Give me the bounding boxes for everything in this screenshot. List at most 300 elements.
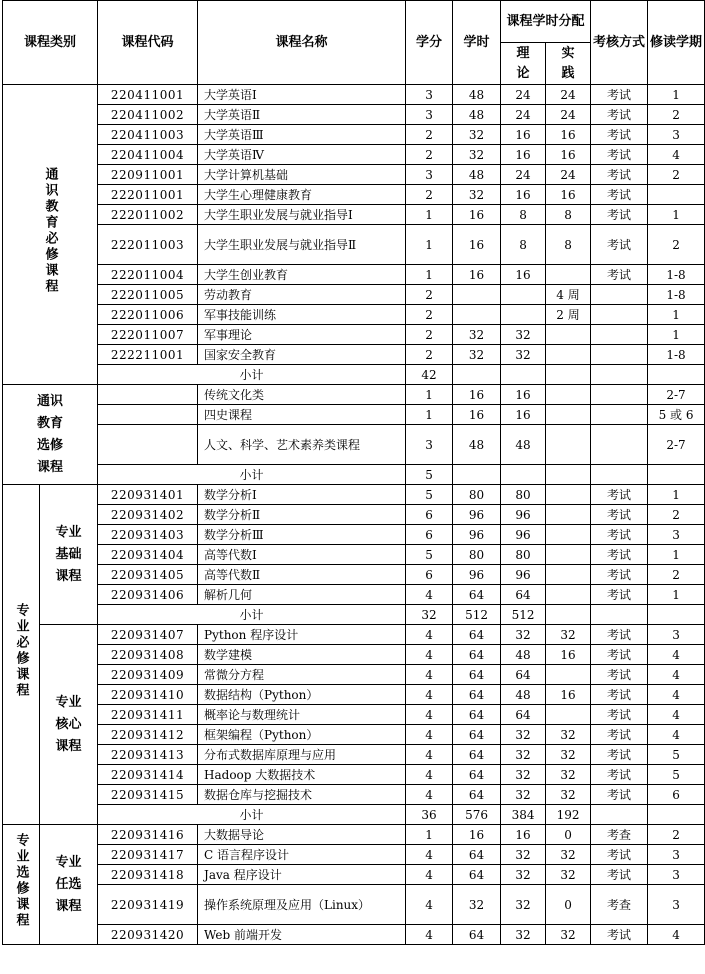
course-theory: 32 bbox=[501, 845, 546, 865]
course-exam: 考试 bbox=[591, 625, 648, 645]
course-exam: 考试 bbox=[591, 745, 648, 765]
course-theory: 64 bbox=[501, 665, 546, 685]
course-name: 概率论与数理统计 bbox=[198, 705, 406, 725]
subtotal-exam bbox=[591, 805, 648, 825]
course-semester: 1 bbox=[648, 205, 705, 225]
table-row bbox=[3, 925, 705, 945]
course-hours: 48 bbox=[453, 165, 501, 185]
course-name: Hadoop 大数据技术 bbox=[198, 765, 406, 785]
table-row bbox=[3, 205, 705, 225]
course-code: 220931419 bbox=[98, 885, 198, 925]
course-credits: 4 bbox=[406, 885, 453, 925]
course-hours: 48 bbox=[453, 105, 501, 125]
course-practice: 32 bbox=[546, 725, 591, 745]
course-credits: 6 bbox=[406, 505, 453, 525]
course-name: 数据结构（Python） bbox=[198, 685, 406, 705]
course-exam: 考试 bbox=[591, 265, 648, 285]
course-name: 高等代数Ⅱ bbox=[198, 565, 406, 585]
course-theory: 32 bbox=[501, 865, 546, 885]
course-hours: 64 bbox=[453, 745, 501, 765]
subtotal-exam bbox=[591, 365, 648, 385]
course-code: 220931410 bbox=[98, 685, 198, 705]
header-exam: 考核方式 bbox=[591, 1, 648, 85]
header-credits: 学分 bbox=[406, 1, 453, 85]
course-code: 220931416 bbox=[98, 825, 198, 845]
subtotal-row bbox=[3, 365, 705, 385]
course-semester: 1-8 bbox=[648, 345, 705, 365]
course-exam: 考试 bbox=[591, 85, 648, 105]
course-name: Python 程序设计 bbox=[198, 625, 406, 645]
course-code: 220411004 bbox=[98, 145, 198, 165]
course-practice bbox=[546, 665, 591, 685]
course-exam: 考试 bbox=[591, 785, 648, 805]
course-exam: 考试 bbox=[591, 645, 648, 665]
table-row bbox=[3, 85, 705, 105]
course-hours: 64 bbox=[453, 585, 501, 605]
course-theory: 24 bbox=[501, 165, 546, 185]
course-credits: 4 bbox=[406, 865, 453, 885]
course-theory: 80 bbox=[501, 485, 546, 505]
course-theory: 48 bbox=[501, 425, 546, 465]
subtotal-hours bbox=[453, 465, 501, 485]
course-credits: 3 bbox=[406, 165, 453, 185]
table-row bbox=[3, 825, 705, 845]
course-exam: 考试 bbox=[591, 725, 648, 745]
course-code: 222011004 bbox=[98, 265, 198, 285]
course-code: 220931407 bbox=[98, 625, 198, 645]
course-code: 220411001 bbox=[98, 85, 198, 105]
course-code: 220931420 bbox=[98, 925, 198, 945]
course-hours: 96 bbox=[453, 525, 501, 545]
course-hours: 80 bbox=[453, 485, 501, 505]
course-exam: 考试 bbox=[591, 845, 648, 865]
course-theory: 96 bbox=[501, 505, 546, 525]
subtotal-theory: 512 bbox=[501, 605, 546, 625]
table-row bbox=[3, 505, 705, 525]
course-name: Java 程序设计 bbox=[198, 865, 406, 885]
course-name: 劳动教育 bbox=[198, 285, 406, 305]
course-exam: 考试 bbox=[591, 865, 648, 885]
course-exam bbox=[591, 345, 648, 365]
category-cell bbox=[3, 85, 98, 385]
course-credits: 4 bbox=[406, 665, 453, 685]
course-theory bbox=[501, 305, 546, 325]
course-code: 222211001 bbox=[98, 345, 198, 365]
course-hours: 64 bbox=[453, 625, 501, 645]
subtotal-exam bbox=[591, 605, 648, 625]
course-practice: 32 bbox=[546, 625, 591, 645]
course-code: 220411003 bbox=[98, 125, 198, 145]
course-exam: 考试 bbox=[591, 485, 648, 505]
course-theory: 32 bbox=[501, 765, 546, 785]
course-name: 数学分析Ⅱ bbox=[198, 505, 406, 525]
course-name: 大学英语Ⅲ bbox=[198, 125, 406, 145]
table-row bbox=[3, 705, 705, 725]
course-hours: 96 bbox=[453, 565, 501, 585]
course-exam: 考试 bbox=[591, 205, 648, 225]
course-code: 220931405 bbox=[98, 565, 198, 585]
course-hours: 64 bbox=[453, 765, 501, 785]
course-theory: 64 bbox=[501, 705, 546, 725]
course-code bbox=[98, 385, 198, 405]
course-exam: 考试 bbox=[591, 225, 648, 265]
course-practice bbox=[546, 325, 591, 345]
course-semester: 1 bbox=[648, 485, 705, 505]
course-semester: 3 bbox=[648, 885, 705, 925]
course-credits: 4 bbox=[406, 705, 453, 725]
course-practice bbox=[546, 585, 591, 605]
course-name: 解析几何 bbox=[198, 585, 406, 605]
header-name: 课程名称 bbox=[198, 1, 406, 85]
category-cell-text: 通识教育选修课程 bbox=[36, 393, 63, 475]
course-name: 数学建模 bbox=[198, 645, 406, 665]
course-practice: 2 周 bbox=[546, 305, 591, 325]
course-hours: 32 bbox=[453, 885, 501, 925]
course-theory: 48 bbox=[501, 685, 546, 705]
course-exam: 考试 bbox=[591, 685, 648, 705]
course-theory: 32 bbox=[501, 785, 546, 805]
course-practice: 0 bbox=[546, 885, 591, 925]
course-theory: 16 bbox=[501, 825, 546, 845]
course-semester: 3 bbox=[648, 865, 705, 885]
course-credits: 6 bbox=[406, 525, 453, 545]
course-theory: 32 bbox=[501, 925, 546, 945]
course-semester: 2 bbox=[648, 825, 705, 845]
course-credits: 1 bbox=[406, 205, 453, 225]
course-code: 220931402 bbox=[98, 505, 198, 525]
course-credits: 2 bbox=[406, 305, 453, 325]
subtotal-practice bbox=[546, 465, 591, 485]
course-name: 军事技能训练 bbox=[198, 305, 406, 325]
course-exam: 考试 bbox=[591, 765, 648, 785]
course-code: 220931412 bbox=[98, 725, 198, 745]
course-code: 220931406 bbox=[98, 585, 198, 605]
course-practice bbox=[546, 565, 591, 585]
course-credits: 2 bbox=[406, 185, 453, 205]
subtotal-credits: 42 bbox=[406, 365, 453, 385]
course-hours: 64 bbox=[453, 865, 501, 885]
course-exam: 考试 bbox=[591, 545, 648, 565]
course-hours: 16 bbox=[453, 405, 501, 425]
course-theory: 8 bbox=[501, 205, 546, 225]
course-hours: 80 bbox=[453, 545, 501, 565]
course-code: 220931415 bbox=[98, 785, 198, 805]
course-exam: 考试 bbox=[591, 505, 648, 525]
course-theory: 32 bbox=[501, 745, 546, 765]
curriculum-table bbox=[2, 0, 705, 945]
course-credits: 2 bbox=[406, 125, 453, 145]
table-row bbox=[3, 645, 705, 665]
course-credits: 3 bbox=[406, 85, 453, 105]
course-hours: 32 bbox=[453, 185, 501, 205]
table-row bbox=[3, 265, 705, 285]
subtotal-practice bbox=[546, 365, 591, 385]
category-cell bbox=[3, 385, 98, 485]
subtotal-exam bbox=[591, 465, 648, 485]
course-theory: 32 bbox=[501, 885, 546, 925]
course-practice bbox=[546, 505, 591, 525]
subtotal-hours: 512 bbox=[453, 605, 501, 625]
header-semester: 修读学期 bbox=[648, 1, 705, 85]
course-hours: 96 bbox=[453, 505, 501, 525]
subtotal-theory bbox=[501, 365, 546, 385]
course-semester: 4 bbox=[648, 925, 705, 945]
table-row bbox=[3, 225, 705, 265]
course-practice: 8 bbox=[546, 205, 591, 225]
course-semester: 1-8 bbox=[648, 285, 705, 305]
table-row bbox=[3, 865, 705, 885]
course-practice bbox=[546, 405, 591, 425]
course-name: 大学生职业发展与就业指导Ⅰ bbox=[198, 205, 406, 225]
course-practice: 32 bbox=[546, 865, 591, 885]
course-credits: 4 bbox=[406, 685, 453, 705]
course-semester: 1 bbox=[648, 85, 705, 105]
subtotal-semester bbox=[648, 365, 705, 385]
subtotal-credits: 36 bbox=[406, 805, 453, 825]
course-hours bbox=[453, 285, 501, 305]
course-code: 220911001 bbox=[98, 165, 198, 185]
course-hours: 64 bbox=[453, 685, 501, 705]
course-name: 四史课程 bbox=[198, 405, 406, 425]
course-theory: 16 bbox=[501, 385, 546, 405]
course-exam: 考试 bbox=[591, 125, 648, 145]
course-theory: 96 bbox=[501, 525, 546, 545]
course-practice: 32 bbox=[546, 845, 591, 865]
course-hours: 32 bbox=[453, 325, 501, 345]
course-theory: 64 bbox=[501, 585, 546, 605]
course-semester: 2 bbox=[648, 105, 705, 125]
subtotal-semester bbox=[648, 605, 705, 625]
subtotal-row bbox=[3, 605, 705, 625]
course-theory: 24 bbox=[501, 105, 546, 125]
course-theory: 32 bbox=[501, 725, 546, 745]
course-practice: 24 bbox=[546, 165, 591, 185]
major-required-category-text: 专业必修课程 bbox=[13, 603, 29, 699]
course-hours: 64 bbox=[453, 665, 501, 685]
elective-subcategory-cell-text: 专业任选课程 bbox=[55, 854, 82, 914]
course-practice bbox=[546, 425, 591, 465]
course-credits: 1 bbox=[406, 385, 453, 405]
table-body bbox=[3, 85, 705, 945]
subcategory-cell-text: 专业核心课程 bbox=[55, 694, 82, 754]
subtotal-row bbox=[3, 465, 705, 485]
course-semester: 2 bbox=[648, 225, 705, 265]
course-theory: 32 bbox=[501, 325, 546, 345]
course-name: 大学英语Ⅰ bbox=[198, 85, 406, 105]
course-code bbox=[98, 405, 198, 425]
course-semester: 2-7 bbox=[648, 425, 705, 465]
major-required-category bbox=[3, 485, 40, 825]
subtotal-practice bbox=[546, 605, 591, 625]
course-name: 大学生职业发展与就业指导Ⅱ bbox=[198, 225, 406, 265]
table-row bbox=[3, 525, 705, 545]
course-semester: 4 bbox=[648, 645, 705, 665]
subcategory-cell bbox=[40, 485, 98, 625]
course-semester: 3 bbox=[648, 625, 705, 645]
table-row bbox=[3, 665, 705, 685]
table-row bbox=[3, 145, 705, 165]
course-exam bbox=[591, 425, 648, 465]
course-exam bbox=[591, 325, 648, 345]
course-semester: 4 bbox=[648, 725, 705, 745]
course-practice: 4 周 bbox=[546, 285, 591, 305]
course-name: 军事理论 bbox=[198, 325, 406, 345]
course-code: 220411002 bbox=[98, 105, 198, 125]
course-practice bbox=[546, 545, 591, 565]
course-hours: 16 bbox=[453, 205, 501, 225]
course-credits: 4 bbox=[406, 925, 453, 945]
course-credits: 6 bbox=[406, 565, 453, 585]
table-row bbox=[3, 345, 705, 365]
course-practice bbox=[546, 525, 591, 545]
course-exam bbox=[591, 405, 648, 425]
course-code: 220931403 bbox=[98, 525, 198, 545]
course-exam: 考试 bbox=[591, 185, 648, 205]
course-code: 220931404 bbox=[98, 545, 198, 565]
subtotal-semester bbox=[648, 465, 705, 485]
course-credits: 4 bbox=[406, 765, 453, 785]
course-semester: 1 bbox=[648, 585, 705, 605]
subcategory-cell-text: 专业基础课程 bbox=[55, 524, 82, 584]
course-hours: 32 bbox=[453, 125, 501, 145]
course-credits: 2 bbox=[406, 145, 453, 165]
course-semester: 5 或 6 bbox=[648, 405, 705, 425]
table-row bbox=[3, 565, 705, 585]
subtotal-label: 小计 bbox=[98, 365, 406, 385]
table-row bbox=[3, 385, 705, 405]
course-code bbox=[98, 425, 198, 465]
subcategory-cell bbox=[40, 625, 98, 825]
course-credits: 2 bbox=[406, 285, 453, 305]
course-name: 数学分析Ⅲ bbox=[198, 525, 406, 545]
course-hours: 16 bbox=[453, 385, 501, 405]
course-exam: 考查 bbox=[591, 825, 648, 845]
course-exam: 考试 bbox=[591, 145, 648, 165]
table-row bbox=[3, 325, 705, 345]
table-row bbox=[3, 165, 705, 185]
course-practice: 32 bbox=[546, 785, 591, 805]
header-hours-alloc: 课程学时分配 bbox=[501, 1, 591, 43]
subtotal-hours bbox=[453, 365, 501, 385]
elective-subcategory-cell bbox=[40, 825, 98, 945]
course-theory: 32 bbox=[501, 625, 546, 645]
course-practice: 32 bbox=[546, 925, 591, 945]
course-semester: 4 bbox=[648, 665, 705, 685]
course-exam: 考查 bbox=[591, 885, 648, 925]
course-practice: 16 bbox=[546, 645, 591, 665]
course-credits: 4 bbox=[406, 585, 453, 605]
course-code: 220931414 bbox=[98, 765, 198, 785]
course-hours: 64 bbox=[453, 705, 501, 725]
course-exam: 考试 bbox=[591, 585, 648, 605]
course-hours: 32 bbox=[453, 345, 501, 365]
course-hours: 48 bbox=[453, 425, 501, 465]
header-hours: 学时 bbox=[453, 1, 501, 85]
course-name: 框架编程（Python） bbox=[198, 725, 406, 745]
header-practice: 实践 bbox=[546, 43, 591, 85]
course-hours: 32 bbox=[453, 145, 501, 165]
course-practice: 32 bbox=[546, 745, 591, 765]
course-credits: 4 bbox=[406, 625, 453, 645]
table-row bbox=[3, 545, 705, 565]
course-theory: 48 bbox=[501, 645, 546, 665]
course-exam bbox=[591, 385, 648, 405]
course-practice: 32 bbox=[546, 765, 591, 785]
course-hours: 16 bbox=[453, 225, 501, 265]
course-semester bbox=[648, 185, 705, 205]
course-name: 大学计算机基础 bbox=[198, 165, 406, 185]
course-name: 分布式数据库原理与应用 bbox=[198, 745, 406, 765]
course-name: 人文、科学、艺术素养类课程 bbox=[198, 425, 406, 465]
course-code: 220931409 bbox=[98, 665, 198, 685]
course-code: 222011005 bbox=[98, 285, 198, 305]
course-credits: 1 bbox=[406, 825, 453, 845]
table-row bbox=[3, 285, 705, 305]
course-semester: 4 bbox=[648, 705, 705, 725]
course-code: 222011001 bbox=[98, 185, 198, 205]
subtotal-label: 小计 bbox=[98, 605, 406, 625]
table-header bbox=[3, 1, 705, 85]
course-code: 222011006 bbox=[98, 305, 198, 325]
subtotal-theory: 384 bbox=[501, 805, 546, 825]
course-name: 数学分析Ⅰ bbox=[198, 485, 406, 505]
course-name: 大学英语Ⅱ bbox=[198, 105, 406, 125]
table-row bbox=[3, 625, 705, 645]
course-credits: 3 bbox=[406, 105, 453, 125]
course-semester: 2-7 bbox=[648, 385, 705, 405]
table-row bbox=[3, 685, 705, 705]
course-exam: 考试 bbox=[591, 565, 648, 585]
course-theory: 16 bbox=[501, 125, 546, 145]
table-row bbox=[3, 785, 705, 805]
course-credits: 2 bbox=[406, 345, 453, 365]
subtotal-label: 小计 bbox=[98, 465, 406, 485]
course-name: 常微分方程 bbox=[198, 665, 406, 685]
table-row bbox=[3, 125, 705, 145]
course-credits: 5 bbox=[406, 545, 453, 565]
course-name: C 语言程序设计 bbox=[198, 845, 406, 865]
course-practice: 0 bbox=[546, 825, 591, 845]
table-row bbox=[3, 185, 705, 205]
course-theory: 16 bbox=[501, 265, 546, 285]
course-semester: 3 bbox=[648, 125, 705, 145]
course-theory: 32 bbox=[501, 345, 546, 365]
header-theory: 理论 bbox=[501, 43, 546, 85]
course-theory: 24 bbox=[501, 85, 546, 105]
course-code: 222011003 bbox=[98, 225, 198, 265]
course-practice bbox=[546, 705, 591, 725]
course-semester: 1 bbox=[648, 325, 705, 345]
subtotal-hours: 576 bbox=[453, 805, 501, 825]
course-semester: 1 bbox=[648, 305, 705, 325]
course-code: 220931417 bbox=[98, 845, 198, 865]
course-hours: 64 bbox=[453, 845, 501, 865]
course-theory: 16 bbox=[501, 405, 546, 425]
course-theory bbox=[501, 285, 546, 305]
course-name: 大数据导论 bbox=[198, 825, 406, 845]
course-hours bbox=[453, 305, 501, 325]
subtotal-credits: 5 bbox=[406, 465, 453, 485]
course-semester: 5 bbox=[648, 745, 705, 765]
course-code: 220931401 bbox=[98, 485, 198, 505]
subtotal-credits: 32 bbox=[406, 605, 453, 625]
course-practice: 24 bbox=[546, 105, 591, 125]
course-name: 传统文化类 bbox=[198, 385, 406, 405]
course-semester: 4 bbox=[648, 145, 705, 165]
course-practice bbox=[546, 265, 591, 285]
course-code: 222011002 bbox=[98, 205, 198, 225]
course-name: 数据仓库与挖掘技术 bbox=[198, 785, 406, 805]
